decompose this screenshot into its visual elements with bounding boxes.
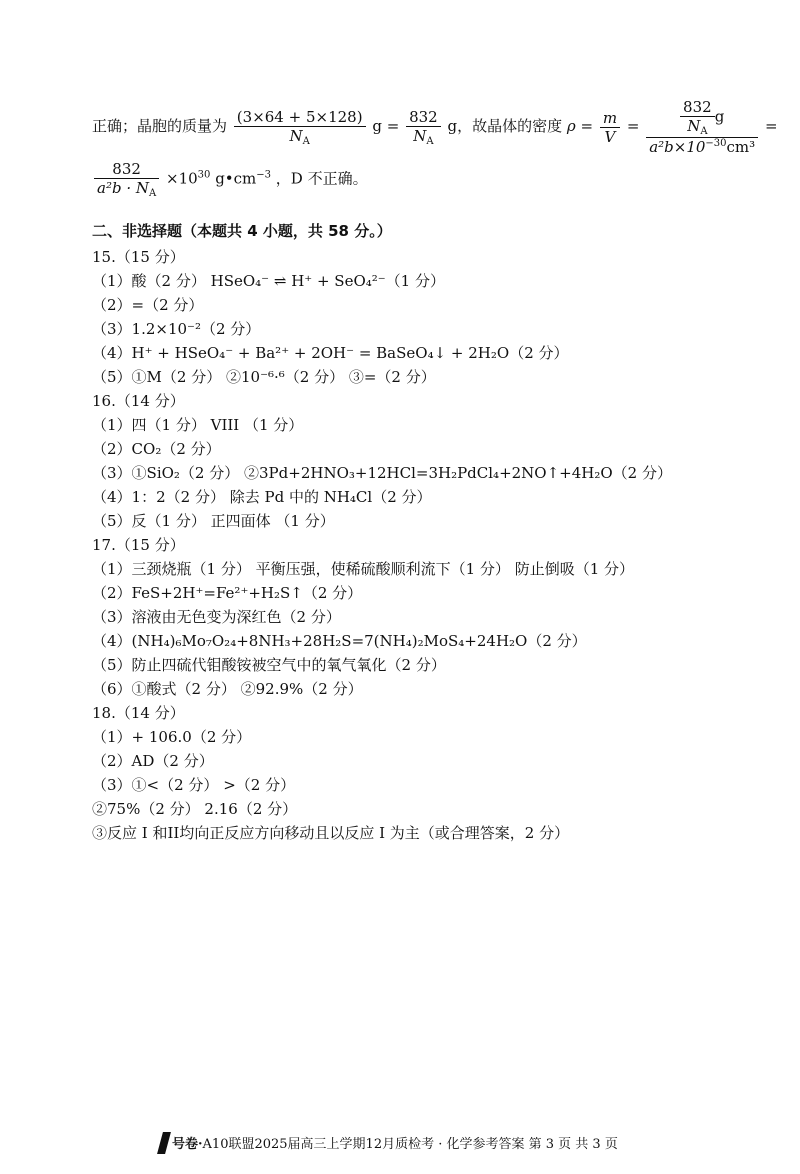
answer-line: 16.（14 分） — [92, 392, 185, 410]
answer-line: （1）+ 106.0（2 分） — [92, 728, 252, 746]
answer-line: ②75%（2 分） 2.16（2 分） — [92, 800, 298, 818]
footer-logo-text: 号卷· — [172, 1137, 203, 1152]
density-formula-line-1: 正确；晶胞的质量为 $\frac{(3\times 64 + 5\times 128)}{N_A}$ g = $\frac{832}{N_A}$ g，故晶体的密度 ρ = $\frac{m}{V}$ = $\frac{832}{N_A}$ g $a^2b\times 10^{-30}cm^3$ = — [92, 98, 778, 156]
brand-logo-icon — [157, 1132, 171, 1154]
footer-text: A10联盟2025届高三上学期12月质检考 · 化学参考答案 第 3 页 共 3 页 — [202, 1137, 618, 1152]
answer-line: （2）AD（2 分） — [92, 752, 214, 770]
compound-density-fraction: $\frac{832}{N_A}$ g $a^2b\times 10^{-30}cm^3$ — [646, 98, 758, 156]
answer-line: （6）①酸式（2 分） ②92.9%（2 分） — [92, 680, 363, 698]
mass-fraction-832: $\frac{832}{N_A}$ — [406, 108, 441, 147]
answer-line: （2）CO₂（2 分） — [92, 440, 221, 458]
answer-line: （2）=（2 分） — [92, 296, 204, 314]
answer-line: （1）四（1 分） VIII （1 分） — [92, 416, 304, 434]
answer-line: 15.（15 分） — [92, 248, 185, 266]
answer-line: （3）1.2×10⁻²（2 分） — [92, 320, 261, 338]
answer-line: 17.（15 分） — [92, 536, 185, 554]
page-footer — [160, 1132, 618, 1154]
answer-line: （4）H⁺ + HSeO₄⁻ + Ba²⁺ + 2OH⁻ = BaSeO₄↓ + 2H₂O（2 分） — [92, 344, 569, 362]
answer-line: （5）反（1 分） 正四面体 （1 分） — [92, 512, 335, 530]
answer-line: （5）①M（2 分） ②10⁻⁶·⁶（2 分） ③=（2 分） — [92, 368, 436, 386]
answer-line: ③反应 I 和II均向正反应方向移动且以反应 I 为主（或合理答案，2 分） — [92, 824, 570, 842]
density-result-fraction: $\frac{832}{a^2b \cdot N_A}$ — [94, 160, 159, 199]
answer-line: （5）防止四硫代钼酸铵被空气中的氧气氧化（2 分） — [92, 656, 446, 674]
answer-line: （1）酸（2 分） HSeO₄⁻ ⇌ H⁺ + SeO₄²⁻（1 分） — [92, 272, 445, 290]
answer-line: （3）溶液由无色变为深红色（2 分） — [92, 608, 341, 626]
answer-line: （4）(NH₄)₆Mo₇O₂₄+8NH₃+28H₂S=7(NH₄)₂MoS₄+24H₂O（2 分） — [92, 632, 587, 650]
formula-prefix: 正确；晶胞的质量为 — [92, 117, 228, 135]
answer-line: （3）①SiO₂（2 分） ②3Pd+2HNO₃+12HCl=3H₂PdCl₄+2NO↑+4H₂O（2 分） — [92, 464, 672, 482]
m-over-v-fraction: $\frac{m}{V}$ — [600, 109, 620, 146]
answer-line: （1）三颈烧瓶（1 分） 平衡压强，使稀硫酸顺利流下（1 分） 防止倒吸（1 分） — [92, 560, 635, 578]
answer-line: （4）1：2（2 分） 除去 Pd 中的 NH₄Cl（2 分） — [92, 488, 432, 506]
answer-line: （2）FeS+2H⁺=Fe²⁺+H₂S↑（2 分） — [92, 584, 363, 602]
section-heading: 二、非选择题（本题共 4 小题，共 58 分。） — [92, 222, 392, 240]
cell-mass-fraction: $\frac{(3\times 64 + 5\times 128)}{N_A}$ — [234, 108, 366, 147]
answer-line: （3）①<（2 分） >（2 分） — [92, 776, 296, 794]
answer-line: 18.（14 分） — [92, 704, 185, 722]
density-formula-line-2: $\frac{832}{a^2b \cdot N_A}$ $\times 10^{30}$ $g•cm^{-3}$ ，D 不正确。 — [92, 160, 368, 199]
